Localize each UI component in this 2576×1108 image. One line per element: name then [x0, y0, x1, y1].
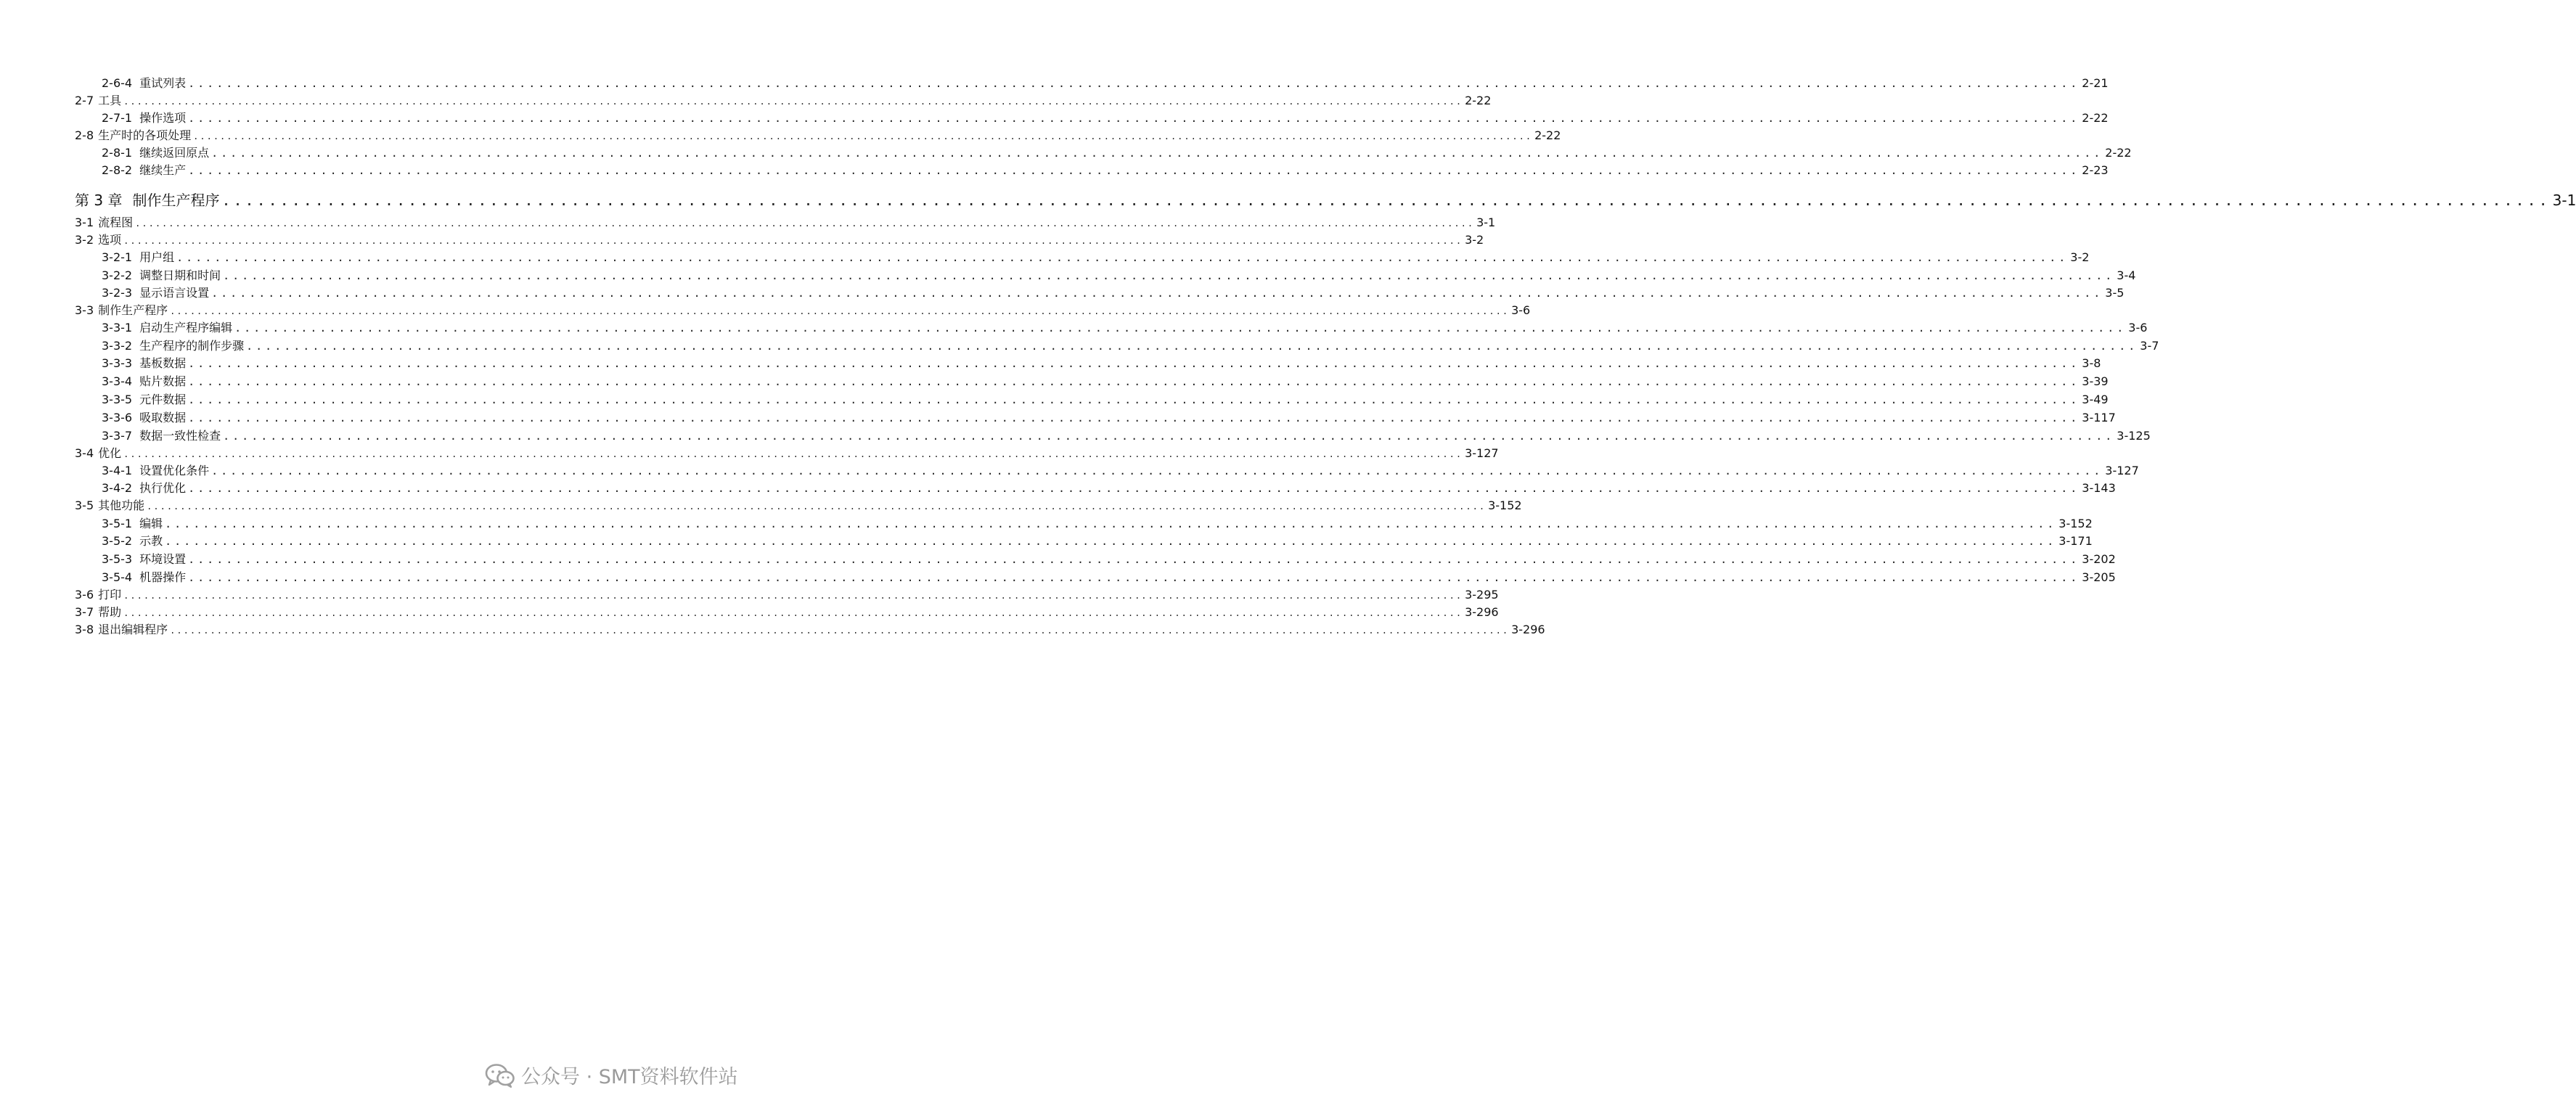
- toc-entry-page: 3-6: [2128, 321, 2148, 335]
- toc-entry-page: 3-296: [1465, 605, 1499, 619]
- dot-leader: ........................................................................................................................................................................................................: [123, 449, 1463, 459]
- dot-leader: ........................................................................................................................................................................................................: [246, 340, 2138, 353]
- toc-entry-number: 3-6: [75, 588, 94, 602]
- toc-entry[interactable]: [102, 338, 2159, 354]
- toc-entry-number: 3-3-5: [102, 393, 133, 406]
- toc-entry-page: 3-2: [1465, 233, 1484, 247]
- dot-leader: ........................................................................................................................................................................................................: [135, 218, 1475, 229]
- toc-entry-title: 打印: [98, 588, 122, 602]
- toc-entry-number: 3-4: [75, 446, 94, 460]
- dot-leader: ........................................................................................................................................................................................................: [147, 501, 1487, 512]
- toc-entry-number: 3-3: [75, 303, 94, 317]
- toc-entry[interactable]: [75, 303, 1531, 319]
- toc-entry-number: 第 3 章: [75, 192, 123, 209]
- dot-leader: ........................................................................................................................................................................................................: [188, 411, 2080, 424]
- toc-entry-title: 启动生产程序编辑: [139, 321, 233, 335]
- toc-entry[interactable]: [75, 498, 1522, 514]
- toc-entry-title: 基板数据: [139, 356, 187, 370]
- toc-entry[interactable]: [102, 268, 2136, 284]
- toc-entry-page: 3-127: [2105, 464, 2139, 477]
- toc-entry-number: 2-8-1: [102, 146, 133, 160]
- dot-leader: ........................................................................................................................................................................................................: [123, 97, 1463, 107]
- toc-entry-title: 帮助: [98, 605, 122, 619]
- toc-entry-title: 退出编辑程序: [98, 623, 168, 636]
- toc-entry[interactable]: [102, 285, 2125, 301]
- dot-leader: ........................................................................................................................................................................................................: [188, 112, 2080, 125]
- toc-entry[interactable]: [75, 587, 1499, 604]
- toc-entry[interactable]: [75, 622, 1545, 639]
- toc-entry-number: 2-7-1: [102, 111, 133, 125]
- toc-entry-page: 3-117: [2082, 411, 2116, 424]
- toc-entry-title: 其他功能: [98, 498, 145, 512]
- toc-entry-page: 2-22: [1465, 94, 1492, 107]
- toc-entry[interactable]: [102, 516, 2093, 532]
- toc-entry-page: 3-39: [2082, 374, 2109, 388]
- toc-entry-number: 2-8-2: [102, 163, 133, 177]
- dot-leader: ........................................................................................................................................................................................................: [188, 482, 2080, 495]
- toc-entry-page: 3-152: [1488, 498, 1522, 512]
- toc-entry[interactable]: [102, 463, 2139, 479]
- toc-entry-number: 3-3-7: [102, 429, 133, 443]
- toc-entry[interactable]: [102, 570, 2116, 586]
- dot-leader: ........................................................................................................................................................................................................: [165, 535, 2057, 548]
- dot-leader: ........................................................................................................................................................................................................: [211, 464, 2103, 477]
- toc-entry-title: 优化: [98, 446, 122, 460]
- toc-entry[interactable]: [102, 75, 2109, 91]
- dot-leader: ........................................................................................................................................................................................................: [188, 393, 2080, 406]
- toc-entry[interactable]: [102, 374, 2109, 390]
- toc-entry-title: 继续返回原点: [139, 146, 210, 160]
- toc-entry-page: 3-171: [2058, 534, 2093, 548]
- toc-entry-title: 继续生产: [139, 163, 187, 177]
- dot-leader: ........................................................................................................................................................................................................: [234, 321, 2127, 335]
- dot-leader: ........................................................................................................................................................................................................: [188, 77, 2080, 90]
- toc-entry-title: 生产程序的制作步骤: [139, 339, 245, 353]
- toc-entry-page: 3-205: [2082, 570, 2116, 584]
- toc-entry-title: 显示语言设置: [139, 286, 210, 300]
- toc-entry-title: 环境设置: [139, 552, 187, 566]
- dot-leader: ........................................................................................................................................................................................................: [170, 306, 1510, 316]
- toc-entry[interactable]: [75, 128, 1561, 144]
- toc-entry-number: 3-2-1: [102, 250, 133, 264]
- toc-entry[interactable]: [102, 320, 2148, 336]
- toc-entry[interactable]: [75, 604, 1499, 621]
- toc-entry-title: 制作生产程序: [132, 192, 220, 209]
- toc-entry[interactable]: [102, 163, 2109, 178]
- toc-entry-number: 3-2-3: [102, 286, 133, 300]
- toc-entry-page: 3-143: [2082, 481, 2116, 495]
- toc-entry-title: 数据一致性检查: [139, 429, 221, 443]
- toc-entry-page: 3-2: [2070, 250, 2090, 264]
- toc-entry-number: 2-6-4: [102, 76, 133, 90]
- dot-leader: ........................................................................................................................................................................................................: [223, 269, 2115, 282]
- toc-entry-title: 制作生产程序: [98, 303, 168, 317]
- toc-entry-page: 2-23: [2082, 163, 2109, 177]
- toc-entry[interactable]: [75, 446, 1499, 462]
- toc-entry-page: 3-125: [2117, 429, 2151, 443]
- toc-entry-page: 3-295: [1465, 588, 1499, 602]
- toc-entry-page: 3-4: [2117, 268, 2136, 282]
- toc-entry[interactable]: [75, 93, 1492, 110]
- toc-entry-number: 3-5-2: [102, 534, 133, 548]
- toc-entry-number: 3-2: [75, 233, 94, 247]
- toc-entry-number: 3-1: [75, 216, 94, 229]
- toc-entry-number: 2-7: [75, 94, 94, 107]
- toc-entry-number: 2-8: [75, 128, 94, 142]
- toc-entry-title: 机器操作: [139, 570, 187, 584]
- toc-entry[interactable]: [102, 250, 2090, 266]
- toc-entry-title: 编辑: [139, 517, 163, 530]
- toc-entry-page: 2-22: [1534, 128, 1561, 142]
- dot-leader: ........................................................................................................................................................................................................: [165, 517, 2057, 530]
- toc-entry-title: 吸取数据: [139, 411, 187, 424]
- toc-entry-page: 3-6: [1511, 303, 1531, 317]
- toc-entry-title: 元件数据: [139, 393, 187, 406]
- toc-entry[interactable]: [102, 533, 2093, 549]
- toc-entry[interactable]: [102, 551, 2116, 567]
- toc-entry-number: 3-7: [75, 605, 94, 619]
- toc-entry[interactable]: [75, 232, 1484, 249]
- toc-entry-number: 3-4-2: [102, 481, 133, 495]
- dot-leader: ........................................................................................................................................................................................................: [123, 236, 1463, 246]
- toc-entry-title: 执行优化: [139, 481, 187, 495]
- toc-entry-title: 操作选项: [139, 111, 187, 125]
- toc-entry-title: 设置优化条件: [139, 464, 210, 477]
- toc-entry-number: 3-4-1: [102, 464, 133, 477]
- toc-entry[interactable]: [102, 480, 2116, 496]
- toc-entry-number: 3-2-2: [102, 268, 133, 282]
- toc-entry-page: 3-5: [2105, 286, 2125, 300]
- toc-chapter-entry[interactable]: [75, 190, 2576, 210]
- dot-leader: ........................................................................................................................................................................................................: [176, 251, 2069, 264]
- toc-entry-page: 2-21: [2082, 76, 2109, 90]
- toc-entry-page: 2-22: [2105, 146, 2132, 160]
- toc-entry-page: 3-49: [2082, 393, 2109, 406]
- toc-entry[interactable]: [102, 145, 2132, 161]
- toc-entry-title: 用户组: [139, 250, 175, 264]
- toc-entry-title: 生产时的各项处理: [98, 128, 192, 142]
- toc-entry[interactable]: [102, 110, 2109, 126]
- wechat-icon: [485, 1063, 515, 1088]
- toc-entry-number: 3-5-4: [102, 570, 133, 584]
- toc-entry[interactable]: [75, 215, 1496, 231]
- dot-leader: ........................................................................................................................................................................................................: [221, 192, 2551, 209]
- toc-entry-title: 重试列表: [139, 76, 187, 90]
- toc-entry-page: 3-1: [1476, 216, 1496, 229]
- toc-entry[interactable]: [102, 356, 2101, 372]
- toc-entry-page: 3-152: [2058, 517, 2093, 530]
- toc-entry-title: 选项: [98, 233, 122, 247]
- toc-entry-number: 3-5-1: [102, 517, 133, 530]
- toc-entry-number: 3-3-3: [102, 356, 133, 370]
- dot-leader: ........................................................................................................................................................................................................: [188, 375, 2080, 388]
- toc-entry-page: 3-8: [2082, 356, 2101, 370]
- toc-entry-title: 调整日期和时间: [139, 268, 221, 282]
- dot-leader: ........................................................................................................................................................................................................: [188, 571, 2080, 584]
- toc-entry-page: 2-22: [2082, 111, 2109, 125]
- dot-leader: ........................................................................................................................................................................................................: [123, 608, 1463, 618]
- watermark-text: 公众号 · SMT资料软件站: [521, 1066, 738, 1088]
- toc-entry-number: 3-5: [75, 498, 94, 512]
- dot-leader: ........................................................................................................................................................................................................: [170, 625, 1510, 636]
- toc-entry-number: 3-3-6: [102, 411, 133, 424]
- dot-leader: ........................................................................................................................................................................................................: [211, 147, 2103, 160]
- toc-entry-title: 示教: [139, 534, 163, 548]
- toc-entry-number: 3-5-3: [102, 552, 133, 566]
- toc-entry[interactable]: [102, 410, 2116, 426]
- dot-leader: ........................................................................................................................................................................................................: [211, 287, 2103, 300]
- toc-entry-page: 3-127: [1465, 446, 1499, 460]
- toc-entry[interactable]: [102, 428, 2151, 444]
- toc-entry-page: 3-7: [2140, 339, 2159, 353]
- dot-leader: ........................................................................................................................................................................................................: [223, 430, 2115, 443]
- toc-entry[interactable]: [102, 392, 2109, 408]
- toc-entry-number: 3-3-2: [102, 339, 133, 353]
- toc-entry-number: 3-3-1: [102, 321, 133, 335]
- dot-leader: ........................................................................................................................................................................................................: [188, 164, 2080, 177]
- toc-entry-page: 3-296: [1511, 623, 1545, 636]
- dot-leader: ........................................................................................................................................................................................................: [123, 591, 1463, 601]
- dot-leader: ........................................................................................................................................................................................................: [193, 131, 1533, 141]
- toc-entry-title: 工具: [98, 94, 122, 107]
- toc-entry-number: 3-3-4: [102, 374, 133, 388]
- toc-entry-page: 3-202: [2082, 552, 2116, 566]
- toc-entry-page: 3-1: [2552, 192, 2576, 209]
- dot-leader: ........................................................................................................................................................................................................: [188, 357, 2080, 370]
- toc-entry-title: 流程图: [98, 216, 134, 229]
- dot-leader: ........................................................................................................................................................................................................: [188, 553, 2080, 566]
- toc-entry-title: 贴片数据: [139, 374, 187, 388]
- watermark: [485, 1061, 738, 1089]
- toc-entry-number: 3-8: [75, 623, 94, 636]
